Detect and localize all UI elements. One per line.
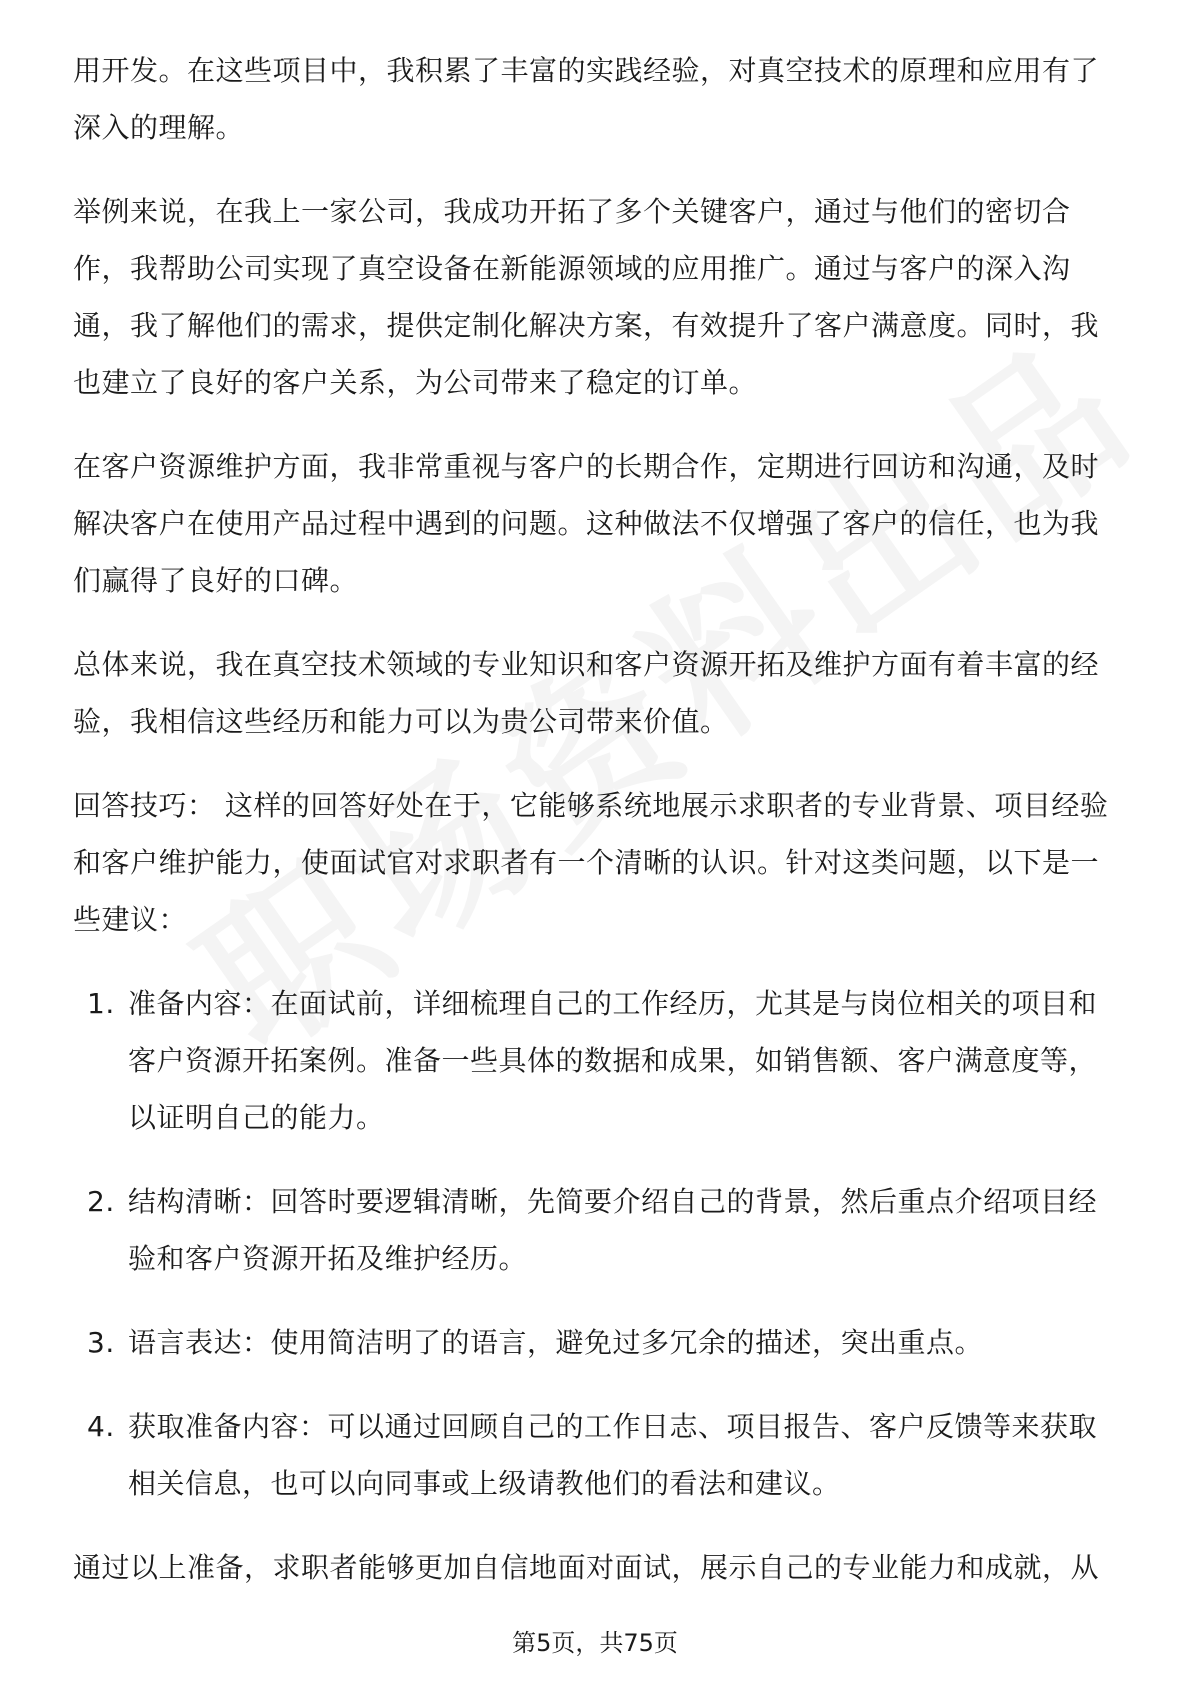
paragraph: 在客户资源维护方面，我非常重视与客户的长期合作，定期进行回访和沟通，及时解决客户在使用产品过程中遇到的问题。这种做法不仅增强了客户的信任，也为我们赢得了良好的口碑。 — [73, 450, 1100, 597]
tips-paragraph: 回答技巧： 这样的回答好处在于，它能够系统地展示求职者的专业背景、项目经验和客户维护能力，使面试官对求职者有一个清晰的认识。针对这类问题，以下是一些建议： — [73, 789, 1109, 936]
list-item-text: 获取准备内容：可以通过回顾自己的工作日志、项目报告、客户反馈等来获取相关信息，也可以向同事或上级请教他们的看法和建议。 — [128, 1410, 1098, 1500]
list-item — [73, 1173, 1123, 1287]
list-item — [73, 975, 1123, 1146]
page-number-footer: 第5页，共75页 — [512, 1629, 678, 1657]
list-item-text: 语言表达：使用简洁明了的语言，避免过多冗余的描述，突出重点。 — [128, 1326, 984, 1359]
suggestion-list — [73, 975, 1123, 1512]
list-item-text: 结构清晰：回答时要逻辑清晰，先简要介绍自己的背景，然后重点介绍项目经验和客户资源开拓及维护经历。 — [128, 1185, 1098, 1275]
list-item — [73, 1314, 1123, 1371]
list-number: 3. — [87, 1326, 115, 1359]
list-item-text: 准备内容：在面试前，详细梳理自己的工作经历，尤其是与岗位相关的项目和客户资源开拓案例。准备一些具体的数据和成果，如销售额、客户满意度等，以证明自己的能力。 — [128, 987, 1098, 1134]
paragraph: 总体来说，我在真空技术领域的专业知识和客户资源开拓及维护方面有着丰富的经验，我相信这些经历和能力可以为贵公司带来价值。 — [73, 648, 1100, 738]
paragraph: 举例来说，在我上一家公司，我成功开拓了多个关键客户，通过与他们的密切合作，我帮助公司实现了真空设备在新能源领域的应用推广。通过与客户的深入沟通，我了解他们的需求，提供定制化解决方案，有效提升了客户满意度。同时，我也建立了良好的客户关系，为公司带来了稳定的订单。 — [73, 195, 1100, 399]
list-number: 2. — [87, 1185, 115, 1218]
list-number: 4. — [87, 1410, 115, 1443]
list-number: 1. — [87, 987, 115, 1020]
paragraph: 用开发。在这些项目中，我积累了丰富的实践经验，对真空技术的原理和应用有了深入的理解。 — [73, 54, 1100, 144]
closing-paragraph: 通过以上准备，求职者能够更加自信地面对面试，展示自己的专业能力和成就，从 — [73, 1551, 1100, 1584]
document-body — [73, 42, 1123, 1623]
list-item — [73, 1398, 1123, 1512]
